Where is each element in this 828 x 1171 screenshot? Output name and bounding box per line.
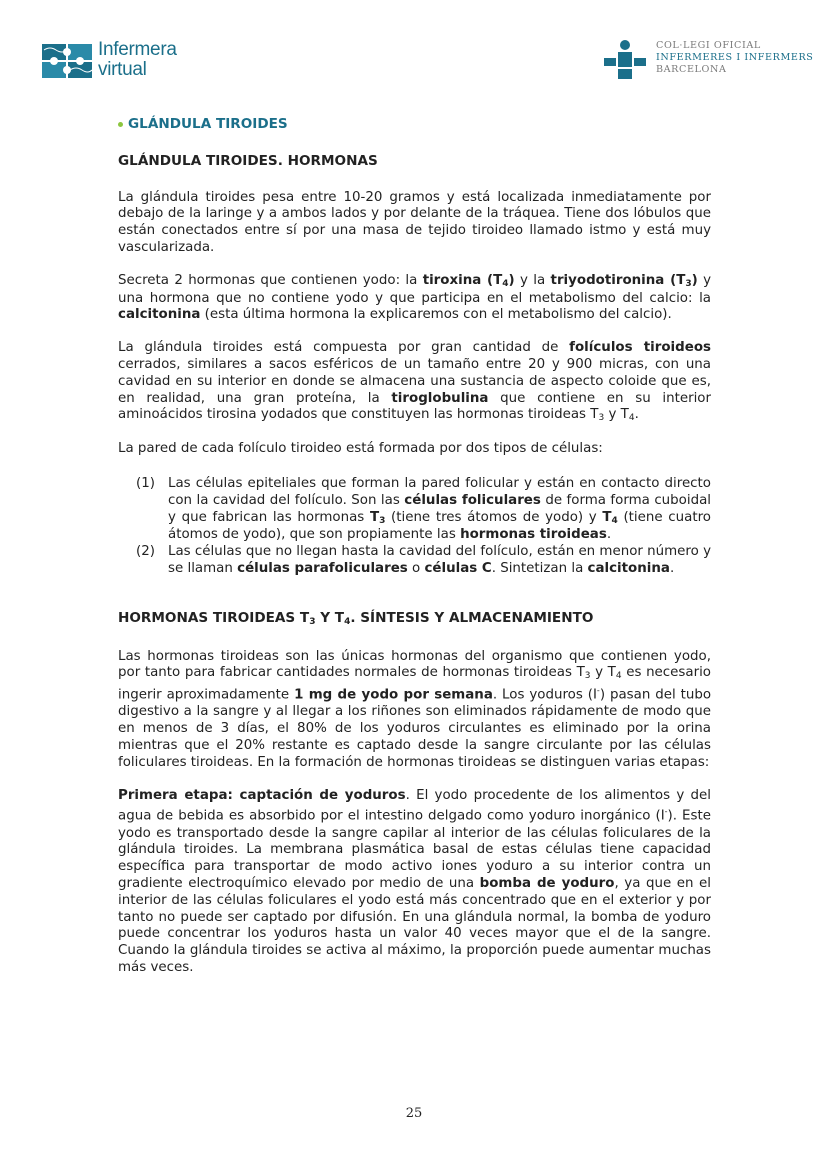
bullet-icon bbox=[118, 122, 123, 127]
subscript: 3 bbox=[584, 671, 591, 682]
text: de forma forma cuboidal y que fabrican las hormonas bbox=[168, 492, 712, 525]
text: y T bbox=[604, 407, 629, 423]
bold-term bbox=[370, 510, 385, 525]
bold-term: 1 mg de yodo por semana bbox=[294, 687, 493, 703]
superscript: - bbox=[596, 686, 600, 696]
cross-logo-icon bbox=[603, 40, 647, 80]
text: . Sintetizan la bbox=[491, 560, 588, 576]
page-header bbox=[0, 0, 828, 100]
bold-term bbox=[551, 273, 698, 288]
text: T bbox=[602, 509, 612, 525]
text: (esta última hormona la explicaremos con el metabolismo del calcio). bbox=[200, 307, 672, 323]
logo-line-2: virtual bbox=[98, 59, 147, 80]
logo-line-1: Infermera bbox=[98, 39, 177, 60]
coib-wordmark bbox=[656, 40, 813, 76]
bold-term: calcitonina bbox=[587, 560, 670, 576]
subscript: 3 bbox=[685, 278, 692, 289]
section-title-text: GLÁNDULA TIROIDES bbox=[128, 116, 288, 132]
text: . SÍNTESIS Y ALMACENAMIENTO bbox=[350, 609, 594, 626]
text: . bbox=[669, 560, 675, 576]
text: Las células epiteliales que forman la pared folicular y están en contacto directo con la cavidad del folículo. Son las bbox=[168, 475, 711, 508]
text: ) pasan del tubo digestivo a la sangre y al llegar a los riñones son eliminados rápidamente de modo que en menos de 3 días, el 80% de los yoduros circulantes es eliminado por la orina mientras que el 20% restante es captado desde la sangre circulante por las células foliculares tiroideas. En la formación de hormonas tiroideas se distinguen varias etapas: bbox=[118, 687, 712, 770]
text: triyodotironina (T bbox=[550, 272, 686, 288]
cell-types-list bbox=[118, 476, 711, 578]
list-number: (2) bbox=[136, 544, 155, 560]
text: y T bbox=[590, 665, 616, 681]
text: La glándula tiroides está compuesta por gran cantidad de bbox=[118, 340, 570, 356]
paragraph-6 bbox=[118, 788, 711, 977]
text: T bbox=[369, 509, 380, 525]
list-item bbox=[136, 544, 711, 578]
list-text bbox=[168, 544, 711, 578]
bold-term: células C bbox=[424, 560, 492, 576]
coib-line-2: INFERMERES I INFERMERS bbox=[656, 52, 814, 63]
text: . bbox=[606, 527, 612, 543]
text: Secreta 2 hormonas que contienen yodo: la bbox=[118, 272, 423, 288]
subscript: 4 bbox=[611, 515, 618, 526]
text: ) bbox=[691, 272, 698, 288]
superscript: - bbox=[664, 807, 668, 817]
text: y una hormona que no contiene yodo y que participa en el metabolismo del calcio: la bbox=[118, 272, 711, 306]
text: Y T bbox=[315, 609, 345, 626]
subscript: 4 bbox=[615, 671, 622, 682]
bold-term bbox=[602, 510, 617, 525]
bold-term: bomba de yoduro bbox=[479, 876, 615, 892]
text: es necesario ingerir aproximadamente bbox=[118, 665, 711, 703]
text: ). Este yodo es transportado desde la sangre capilar al interior de las células foliculares de la glándula tiroides. La membrana plasmática basal de estas células tiene capacidad específica para transportar de modo activo iones yoduro a su interior contra un gradiente electroquímico elevado por medio de una bbox=[118, 808, 711, 892]
text: . bbox=[634, 407, 639, 423]
coib-line-3: BARCELONA bbox=[656, 64, 727, 75]
bold-term: folículos tiroideos bbox=[569, 340, 711, 356]
infermera-virtual-logo bbox=[40, 40, 190, 84]
text: tiroxina (T bbox=[422, 272, 503, 288]
bold-term bbox=[423, 273, 515, 288]
subscript: 3 bbox=[598, 413, 605, 424]
subscript: 4 bbox=[628, 413, 635, 424]
list-number: (1) bbox=[136, 475, 155, 491]
paragraph-3 bbox=[118, 340, 711, 425]
subscript: 4 bbox=[502, 278, 509, 289]
bold-term: células foliculares bbox=[404, 492, 541, 508]
text: Las células que no llegan hasta la cavidad del folículo, están en menor número y se llaman bbox=[168, 544, 711, 576]
text: ) bbox=[508, 272, 515, 288]
text: . Los yoduros (I bbox=[492, 687, 597, 703]
coib-logo bbox=[603, 40, 814, 84]
paragraph-2 bbox=[118, 273, 711, 324]
text: Las hormonas tiroideas son las únicas hormonas del organismo que contienen yodo, por tanto para fabricar cantidades normales de hormonas tiroideas T bbox=[118, 648, 711, 681]
text: (tiene cuatro átomos de yodo), que son propiamente las bbox=[168, 509, 711, 543]
document-body bbox=[118, 116, 711, 977]
list-text bbox=[168, 476, 711, 544]
subscript: 3 bbox=[309, 616, 316, 627]
text: HORMONAS TIROIDEAS T bbox=[118, 609, 310, 626]
section-title bbox=[118, 116, 711, 133]
logo-wordmark bbox=[98, 40, 177, 80]
text: cerrados, similares a sacos esféricos de un tamaño entre 20 y 900 micras, con una cavidad en su interior en donde se almacena una sustancia de aspecto coloide que es, en realidad, una gran proteína, la bbox=[118, 356, 711, 406]
bold-term: células parafoliculares bbox=[237, 560, 408, 576]
text: , ya que en el interior de las células foliculares el yodo está más concentrado que en el exterior y por tanto no puede ser captado por difusión. En una glándula normal, la bomba de yoduro puede concentrar los yoduros hasta un valor 40 veces mayor que el de la sangre. Cuando la glándula tiroides se activa al máximo, la proporción puede aumentar muchas más veces. bbox=[118, 876, 711, 976]
page-number: 25 bbox=[405, 1106, 423, 1121]
subscript: 3 bbox=[379, 515, 386, 526]
puzzle-logo-icon bbox=[40, 42, 96, 82]
text: que contiene en su interior aminoácidos tirosina yodados que constituyen las hormonas tiroideas T bbox=[118, 390, 712, 423]
heading-sintesis bbox=[118, 610, 711, 629]
heading-hormonas: GLÁNDULA TIROIDES. HORMONAS bbox=[118, 152, 378, 169]
text: (tiene tres átomos de yodo) y bbox=[385, 509, 603, 525]
coib-line-1: COL·LEGI OFICIAL bbox=[656, 40, 761, 51]
list-item bbox=[136, 476, 711, 544]
bold-term: hormonas tiroideas bbox=[460, 527, 607, 543]
bold-term: Primera etapa: captación de yoduros bbox=[118, 787, 406, 803]
text: y la bbox=[514, 272, 551, 288]
bold-term: tiroglobulina bbox=[391, 390, 489, 406]
subscript: 4 bbox=[344, 616, 351, 627]
paragraph-1: La glándula tiroides pesa entre 10-20 gramos y está localizada inmediatamente por debajo de la laringe y a ambos lados y por delante de la tráquea. Tiene dos lóbulos que están conectados entre sí por una masa de tejido tiroideo llamado istmo y está muy vascularizada. bbox=[118, 189, 711, 255]
paragraph-4: La pared de cada folículo tiroideo está formada por dos tipos de células: bbox=[118, 441, 603, 457]
text: o bbox=[407, 560, 425, 576]
text: . El yodo procedente de los alimentos y del agua de bebida es absorbido por el intestino delgado como yoduro inorgánico (I bbox=[118, 787, 711, 824]
paragraph-5 bbox=[118, 649, 711, 772]
bold-term: calcitonina bbox=[118, 307, 201, 323]
